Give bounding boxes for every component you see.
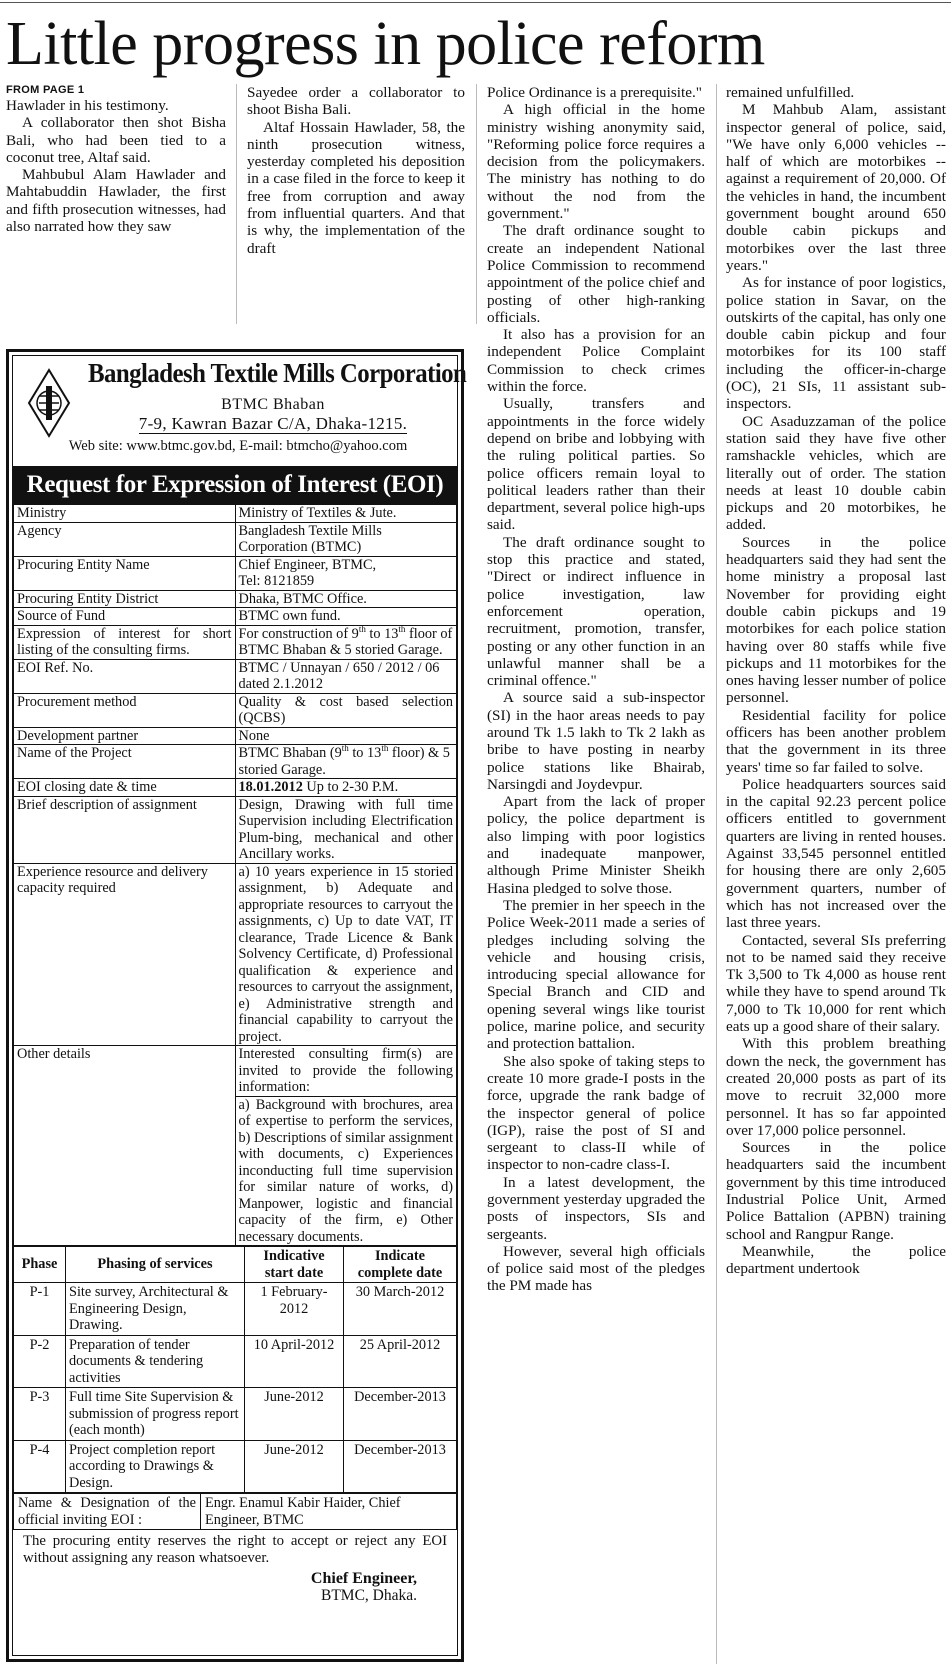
headline: Little progress in police reform <box>6 10 765 78</box>
phase-table <box>13 1246 457 1493</box>
table-row: Expression of interest for short listing of the consulting firms. For construction of 9th to 13th floor of BTMC Bhaban & 5 storied Garage. <box>14 625 457 659</box>
paragraph: Sources in the police headquarters said the incumbent government by this time introduced Industrial Police Unit, Armed Police Battalion (APBN) training school and Rangpur Range. <box>726 1139 946 1243</box>
paragraph: Sayedee order a collaborator to shoot Bisha Bali. <box>247 84 465 119</box>
paragraph: The draft ordinance sought to stop this practice and stated, "Direct or indirect influence in police investigation, law enforcement operation, recruitment, promotion, transfer, posting or any other function in an unlawful manner shall be a criminal offence." <box>487 533 705 690</box>
paragraph: However, several high officials of police said most of the pledges the PM made has <box>487 1242 705 1295</box>
phase-row: P-3 Full time Site Supervision & submission of progress report (each month) June-2012 December-2013 <box>14 1388 457 1441</box>
org-address: 7-9, Kawran Bazar C/A, Dhaka-1215. <box>138 414 408 433</box>
paragraph: Police Ordinance is a prerequisite." <box>487 84 702 101</box>
eoi-info-table <box>13 504 457 1246</box>
table-row: Ministry Ministry of Textiles & Jute. <box>14 505 457 523</box>
top-rule <box>0 2 951 3</box>
paragraph: The draft ordinance sought to create an independent National Police Commission to recommend appointment of the police chief and posting of other high-ranking officials. <box>487 222 705 326</box>
eoi-title: Request for Expression of Interest (EOI) <box>13 466 457 504</box>
paragraph: With this problem breathing down the neck, the government has created 20,000 posts as part of its move to recruit 32,000 more personnel. It has so far appointed over 17,000 police personnel. <box>726 1035 946 1139</box>
column-rule <box>476 84 477 324</box>
paragraph: Usually, transfers and appointments in the force widely depend on bribe and lobbying with the ruling political parties. So police officers remain loyal to political leaders rather than their department, several police high-ups said. <box>487 395 705 534</box>
btmc-logo-icon <box>27 368 71 438</box>
paragraph: Altaf Hossain Hawlader, 58, the ninth prosecution witness, yesterday completed his deposition in a case filed in the force to keep it free from corruption and away from influential quarters. And that is why, the implementation of the draft <box>247 118 465 257</box>
phase-row: P-2 Preparation of tender documents & tendering activities 10 April-2012 25 April-2012 <box>14 1335 457 1388</box>
paragraph: remained unfulfilled. <box>726 84 855 101</box>
table-row: Agency Bangladesh Textile Mills Corporation (BTMC) <box>14 522 457 556</box>
article-column-4 <box>726 84 946 1277</box>
org-building: BTMC Bhaban <box>221 396 325 413</box>
table-row: Procuring Entity District Dhaka, BTMC Office. <box>14 590 457 608</box>
table-row: EOI Ref. No. BTMC / Unnayan / 650 / 2012 / 06 dated 2.1.2012 <box>14 659 457 693</box>
eoi-advertisement <box>6 349 467 1662</box>
phase-row: P-4 Project completion report according to Drawings & Design. June-2012 December-2013 <box>14 1440 457 1493</box>
table-row: Procuring Entity Name Chief Engineer, BTMC, Tel: 8121859 <box>14 556 457 590</box>
table-row: a) Background with brochures, area of expertise to perform the services, b) Descriptions of similar assignment with documents, c) Experiences inconducting full time supervision for similar nature of works, d) Manpower, logistic and financial capacity of the firm, e) Other necessary documents. <box>14 1096 457 1246</box>
paragraph: Apart from the lack of proper policy, the police department is also limping with poor logistics and inadequate manpower, although Prime Minister Sheikh Hasina pledged to solve those. <box>487 793 705 897</box>
org-contact: Web site: www.btmc.gov.bd, E-mail: btmcho@yahoo.com <box>68 438 408 454</box>
table-row: Other details Interested consulting firm(s) are invited to provide the following information: <box>14 1046 457 1097</box>
paragraph: Police headquarters sources said in the capital 92.23 percent police officers entitled to government quarters are living in rented houses. Against 33,545 personnel entitled for housing there are only 2,605 government quarters, number of which has not increased over the last three years. <box>726 775 946 932</box>
table-row: Procurement method Quality & cost based selection (QCBS) <box>14 693 457 727</box>
paragraph: She also spoke of taking steps to create 10 more grade-I posts in the force, upgrade the rank badge of the inspector general of police (IGP), raise the post of SI and sergeant to class-II while of inspector to non-cadre class-I. <box>487 1052 705 1174</box>
paragraph: Sources in the police headquarters said they had sent the home ministry a proposal last November for providing eight double cabin pickups and 19 motorbikes for each police station having over 80 staffs while five pickups and 11 motorbikes for the ones having lesser number of police personnel. <box>726 533 946 707</box>
table-row: Experience resource and delivery capacity required a) 10 years experience in 15 storied assignment, b) Adequate and appropriate resources to carryout the assignments, c) Up to date VAT, IT clearance, Trade Licence & Bank Solvency Certificate, d) Professional qualification & experience and resources to carryout the assignment, e) Administrative strength and financial capability to carryout the project. <box>14 863 457 1046</box>
paragraph: A source said a sub-inspector (SI) in the haor areas needs to pay around Tk 1.5 lakh to Tk 2 lakh as bribe to have posting in nearby police stations like Bhairab, Narsingdi and Joydevpur. <box>487 689 705 793</box>
org-name: Bangladesh Textile Mills Corporation <box>88 358 467 388</box>
paragraph: OC Asaduzzaman of the police station said they have five other ramshackle vehicles, which are literally out of order. The station needs at least 10 double cabin pickups and 20 motorbikes, he added. <box>726 412 946 534</box>
signature: Chief Engineer, BTMC, Dhaka. <box>310 1570 417 1604</box>
paragraph: Residential facility for police officers has been another problem that the government in its three years' time so far failed to solve. <box>726 706 946 776</box>
table-row: Development partner None <box>14 727 457 745</box>
official-table <box>13 1493 457 1530</box>
paragraph: A collaborator then shot Bisha Bali, who had been tied to a coconut tree, Altaf said. <box>6 114 226 166</box>
paragraph: Hawlader in his testimony. <box>6 97 169 114</box>
kicker: FROM PAGE 1 <box>6 84 85 96</box>
paragraph: The premier in her speech in the Police Week-2011 made a series of pledges including solving the vehicle and housing crisis, introducing special allowance for Special Branch and CID and opening several wings like tourist police, marine police, and security and protection battalion. <box>487 896 705 1053</box>
article-column-3 <box>487 84 705 1295</box>
table-row: Source of Fund BTMC own fund. <box>14 608 457 626</box>
article-column-1 <box>6 84 226 235</box>
paragraph: As for instance of poor logistics, police station in Savar, on the outskirts of the capital, has only one double cabin pickup and four motorbikes for its 100 staff including the officer-in-charge (OC), 21 SIs, 11 assistant sub-inspectors. <box>726 274 946 413</box>
paragraph: Meanwhile, the police department undertook <box>726 1242 946 1278</box>
table-row: EOI closing date & time 18.01.2012 Up to 2-30 P.M. <box>14 779 457 797</box>
table-header-row: Phase Phasing of services Indicative start date Indicate complete date <box>14 1247 457 1283</box>
paragraph: M Mahbub Alam, assistant inspector general of police, said, "We have only 6,000 vehicles -- half of which are motorbikes -- against a requirement of 20,000. Of the vehicles in hand, the incumbent government bought around 650 double cabin pickups and motorbikes over the last three years." <box>726 101 946 274</box>
table-row: Brief description of assignment Design, Drawing with full time Supervision including Electrification Plum-bing, mechanical and other Ancillary works. <box>14 796 457 863</box>
column-rule <box>236 84 237 324</box>
ad-header <box>13 356 467 466</box>
paragraph: In a latest development, the government yesterday upgraded the posts of inspectors, SIs and sergeants. <box>487 1173 705 1243</box>
article-column-2 <box>247 84 465 257</box>
paragraph: Mahbubul Alam Hawlader and Mahtabuddin Hawlader, the first and fifth prosecution witnesses, had also narrated how they saw <box>6 166 226 236</box>
paragraph: It also has a provision for an independent Police Complaint Commission to check crimes within the force. <box>487 326 705 396</box>
table-row: Name & Designation of the official inviting EOI : Engr. Enamul Kabir Haider, Chief Engineer, BTMC <box>14 1494 457 1530</box>
column-rule <box>716 84 717 1664</box>
paragraph: Contacted, several SIs preferring not to be named said they receive Tk 3,500 to Tk 4,000 as house rent while they have to spend around Tk 7,000 to Tk 10,000 for rent which eats up a good share of their salary. <box>726 931 946 1036</box>
phase-row: P-1 Site survey, Architectural & Engineering Design, Drawing. 1 February-2012 30 March-2012 <box>14 1283 457 1336</box>
table-row: Name of the Project BTMC Bhaban (9th to 13th floor) & 5 storied Garage. <box>14 745 457 779</box>
paragraph: A high official in the home ministry wishing anonymity said, "Reforming police force requires a decision from the policymakers. The ministry has nothing to do without the nod from the government." <box>487 101 705 223</box>
reserve-note: The procuring entity reserves the right to accept or reject any EOI without assigning any reason whatsoever. <box>23 1533 447 1566</box>
